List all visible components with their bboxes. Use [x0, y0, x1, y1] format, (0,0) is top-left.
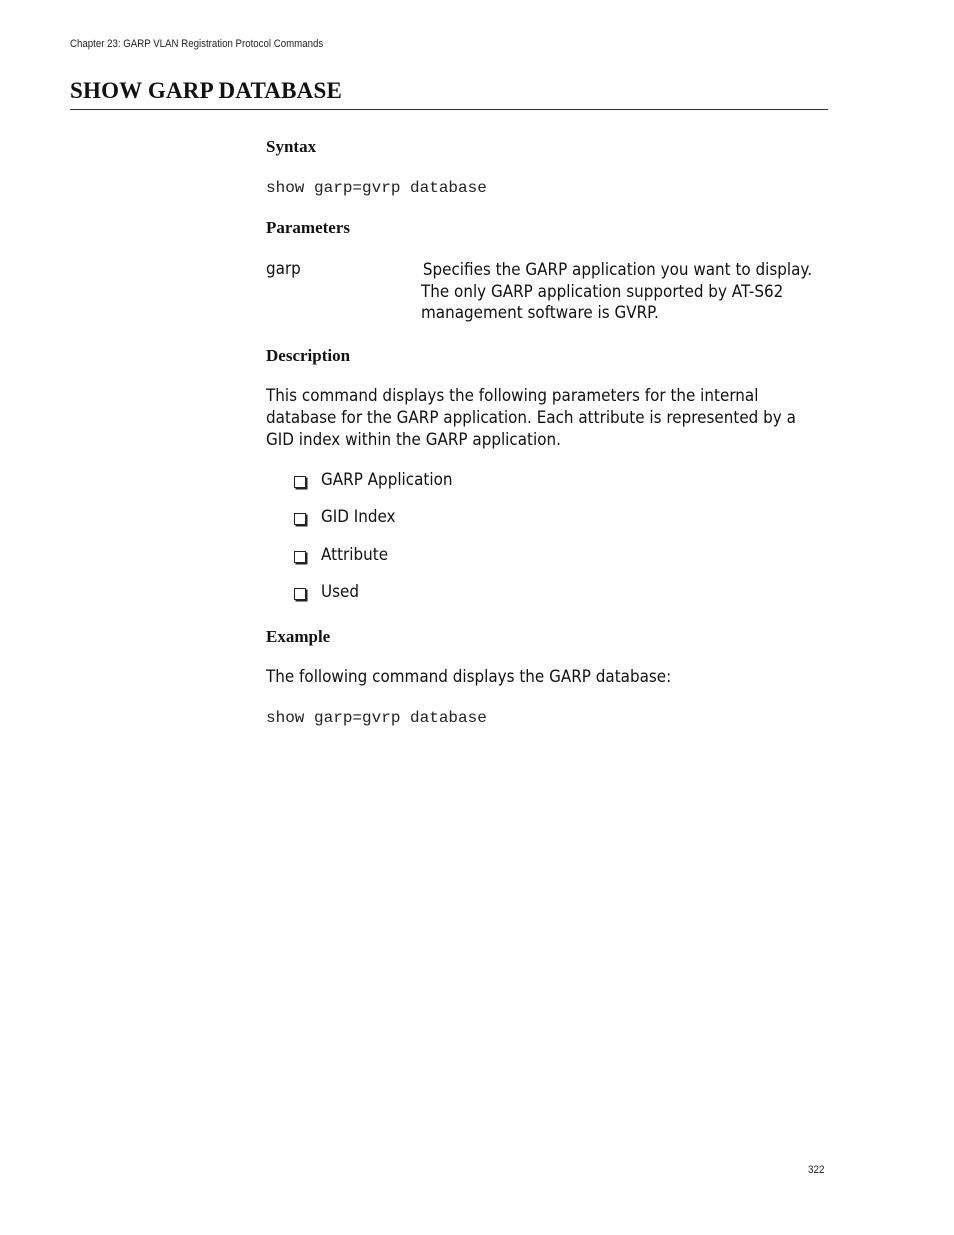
parameter-name: garp — [266, 259, 301, 278]
checkbox-bullet-icon — [294, 551, 306, 563]
bullet-label: Used — [321, 581, 360, 601]
page-number: 322 — [808, 1164, 825, 1176]
syntax-heading: Syntax — [266, 137, 317, 156]
description-line: GID index within the GARP application. — [266, 430, 561, 449]
bullet-label: GID Index — [321, 507, 396, 527]
title-divider — [70, 109, 828, 110]
bullet-label: GARP Application — [321, 470, 453, 489]
parameter-bullet-list — [294, 470, 464, 619]
parameters-heading: Parameters — [266, 218, 351, 237]
parameter-description — [421, 259, 812, 324]
description-line: This command displays the following parameters for the internal — [266, 386, 759, 405]
list-item — [294, 470, 464, 507]
checkbox-bullet-icon — [294, 588, 306, 600]
description-line: database for the GARP application. Each attribute is represented by a — [266, 408, 796, 427]
list-item — [294, 507, 464, 544]
example-intro: The following command displays the GARP database: — [266, 667, 672, 686]
parameter-description-line: The only GARP application supported by AT-S62 — [421, 281, 784, 301]
checkbox-bullet-icon — [294, 513, 306, 525]
list-item — [294, 582, 464, 619]
list-item — [294, 545, 464, 582]
parameter-description-line: management software is GVRP. — [421, 303, 659, 322]
description-heading: Description — [266, 346, 351, 365]
example-command: show garp=gvrp database — [266, 709, 487, 727]
example-heading: Example — [266, 627, 331, 646]
page-title: SHOW GARP DATABASE — [70, 78, 342, 103]
parameter-description-line: Specifies the GARP application you want to display. — [422, 260, 813, 279]
running-header: Chapter 23: GARP VLAN Registration Protocol Commands — [70, 38, 324, 50]
checkbox-bullet-icon — [294, 476, 306, 488]
syntax-command: show garp=gvrp database — [266, 179, 487, 197]
description-paragraph — [266, 385, 796, 451]
bullet-label: Attribute — [321, 544, 389, 564]
